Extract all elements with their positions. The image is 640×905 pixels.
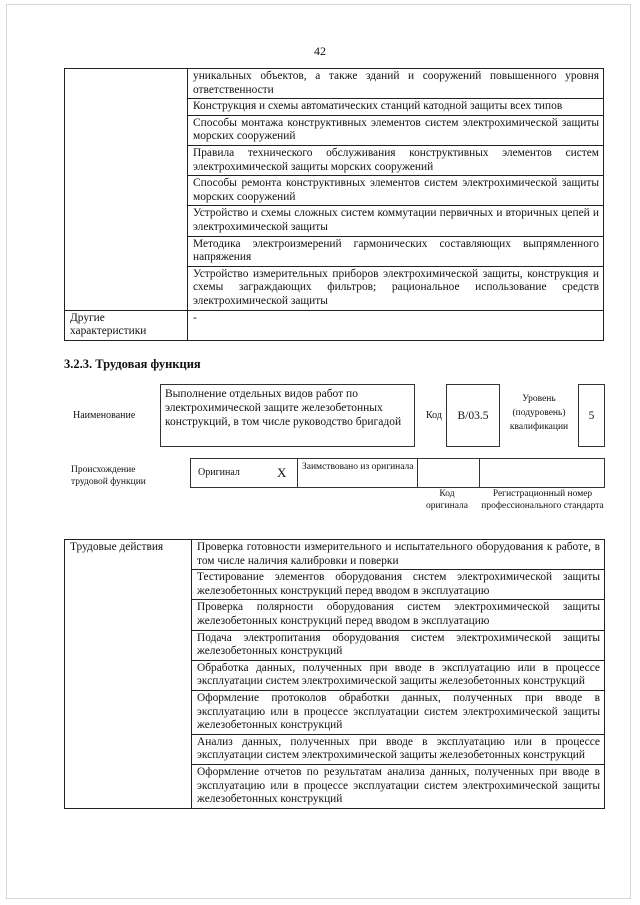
- table-cell: Подача электропитания оборудования систем электрохимической защиты железобетонных конструкций: [192, 630, 605, 660]
- name-label: Наименование: [73, 410, 136, 421]
- table-row: [65, 540, 605, 570]
- table-cell: Устройство и схемы сложных систем коммутации первичных и вторичных цепей и электрохимической защиты: [188, 206, 604, 236]
- page-number: 42: [314, 44, 326, 58]
- level-label: Уровень (подуровень) квалификации: [509, 394, 569, 432]
- table-cell: Правила технического обслуживания конструктивных элементов систем электрохимической защиты морских сооружений: [188, 145, 604, 175]
- table-cell: Оформление протоколов обработки данных, полученных при вводе в эксплуатацию или в процессе эксплуатации систем электрохимической защиты железобетонных конструкций: [192, 690, 605, 734]
- table-cell: Тестирование элементов оборудования систем электрохимической защиты железобетонных конструкций перед вводом в эксплуатацию: [192, 570, 605, 600]
- table-cell: Методика электроизмерений гармонических составляющих выпрямленного напряжения: [188, 236, 604, 266]
- origin-divider: [479, 459, 480, 487]
- table-cell: Обработка данных, полученных при вводе в эксплуатацию или в процессе эксплуатации систем электрохимической защиты железобетонных конструкций: [192, 660, 605, 690]
- knowledge-table: [64, 68, 604, 341]
- borrowed-label: Заимствовано из оригинала: [302, 462, 414, 472]
- table-row: [65, 69, 604, 99]
- code-original-caption: Код оригинала: [426, 489, 468, 511]
- origin-divider: [297, 459, 298, 487]
- table-cell: Оформление отчетов по результатам анализа данных, полученных при вводе в эксплуатацию или в процессе эксплуатации систем электрохимической защиты железобетонных конструкций: [192, 764, 605, 808]
- table-cell: Проверка полярности оборудования систем электрохимической защиты железобетонных конструкций перед вводом в эксплуатацию: [192, 600, 605, 630]
- origin-divider: [417, 459, 418, 487]
- table-cell: Проверка готовности измерительного и испытательного оборудования к работе, в том числе наличия калибровки и поверки: [192, 540, 605, 570]
- labour-actions-label: Трудовые действия: [65, 540, 192, 809]
- function-name-value: Выполнение отдельных видов работ по электрохимической защите железобетонных конструкций, в том числе руководство бригадой: [160, 384, 415, 447]
- origin-row: [190, 458, 605, 488]
- original-label: Оригинал: [198, 467, 240, 478]
- table-row: [65, 310, 604, 340]
- labour-actions-table: [64, 539, 605, 809]
- table-cell: Способы ремонта конструктивных элементов систем электрохимической защиты морских сооружений: [188, 176, 604, 206]
- section-heading: 3.2.3. Трудовая функция: [64, 357, 201, 371]
- function-code-value: B/03.5: [446, 384, 500, 447]
- table-cell: уникальных объектов, а также зданий и сооружений повышенного уровня ответственности: [188, 69, 604, 99]
- other-characteristics-value: -: [188, 310, 604, 340]
- table-cell: Устройство измерительных приборов электрохимической защиты, конструкция и схемы заграждающих фильтров; рациональное использование средств электрохимической защиты: [188, 266, 604, 310]
- origin-label: Происхождение трудовой функции: [71, 465, 146, 487]
- reg-number-caption: Регистрационный номер профессионального стандарта: [481, 489, 604, 511]
- table-cell: Способы монтажа конструктивных элементов систем электрохимической защиты морских сооружений: [188, 115, 604, 145]
- table-cell-left-empty: [65, 69, 188, 311]
- original-mark: X: [277, 465, 287, 480]
- table-cell: Анализ данных, полученных при вводе в эксплуатацию или в процессе эксплуатации систем электрохимической защиты железобетонных конструкций: [192, 734, 605, 764]
- qualification-level-value: 5: [578, 384, 605, 447]
- other-characteristics-label: Другие характеристики: [65, 310, 188, 340]
- code-label: Код: [426, 410, 442, 421]
- table-cell: Конструкция и схемы автоматических станций катодной защиты всех типов: [188, 99, 604, 116]
